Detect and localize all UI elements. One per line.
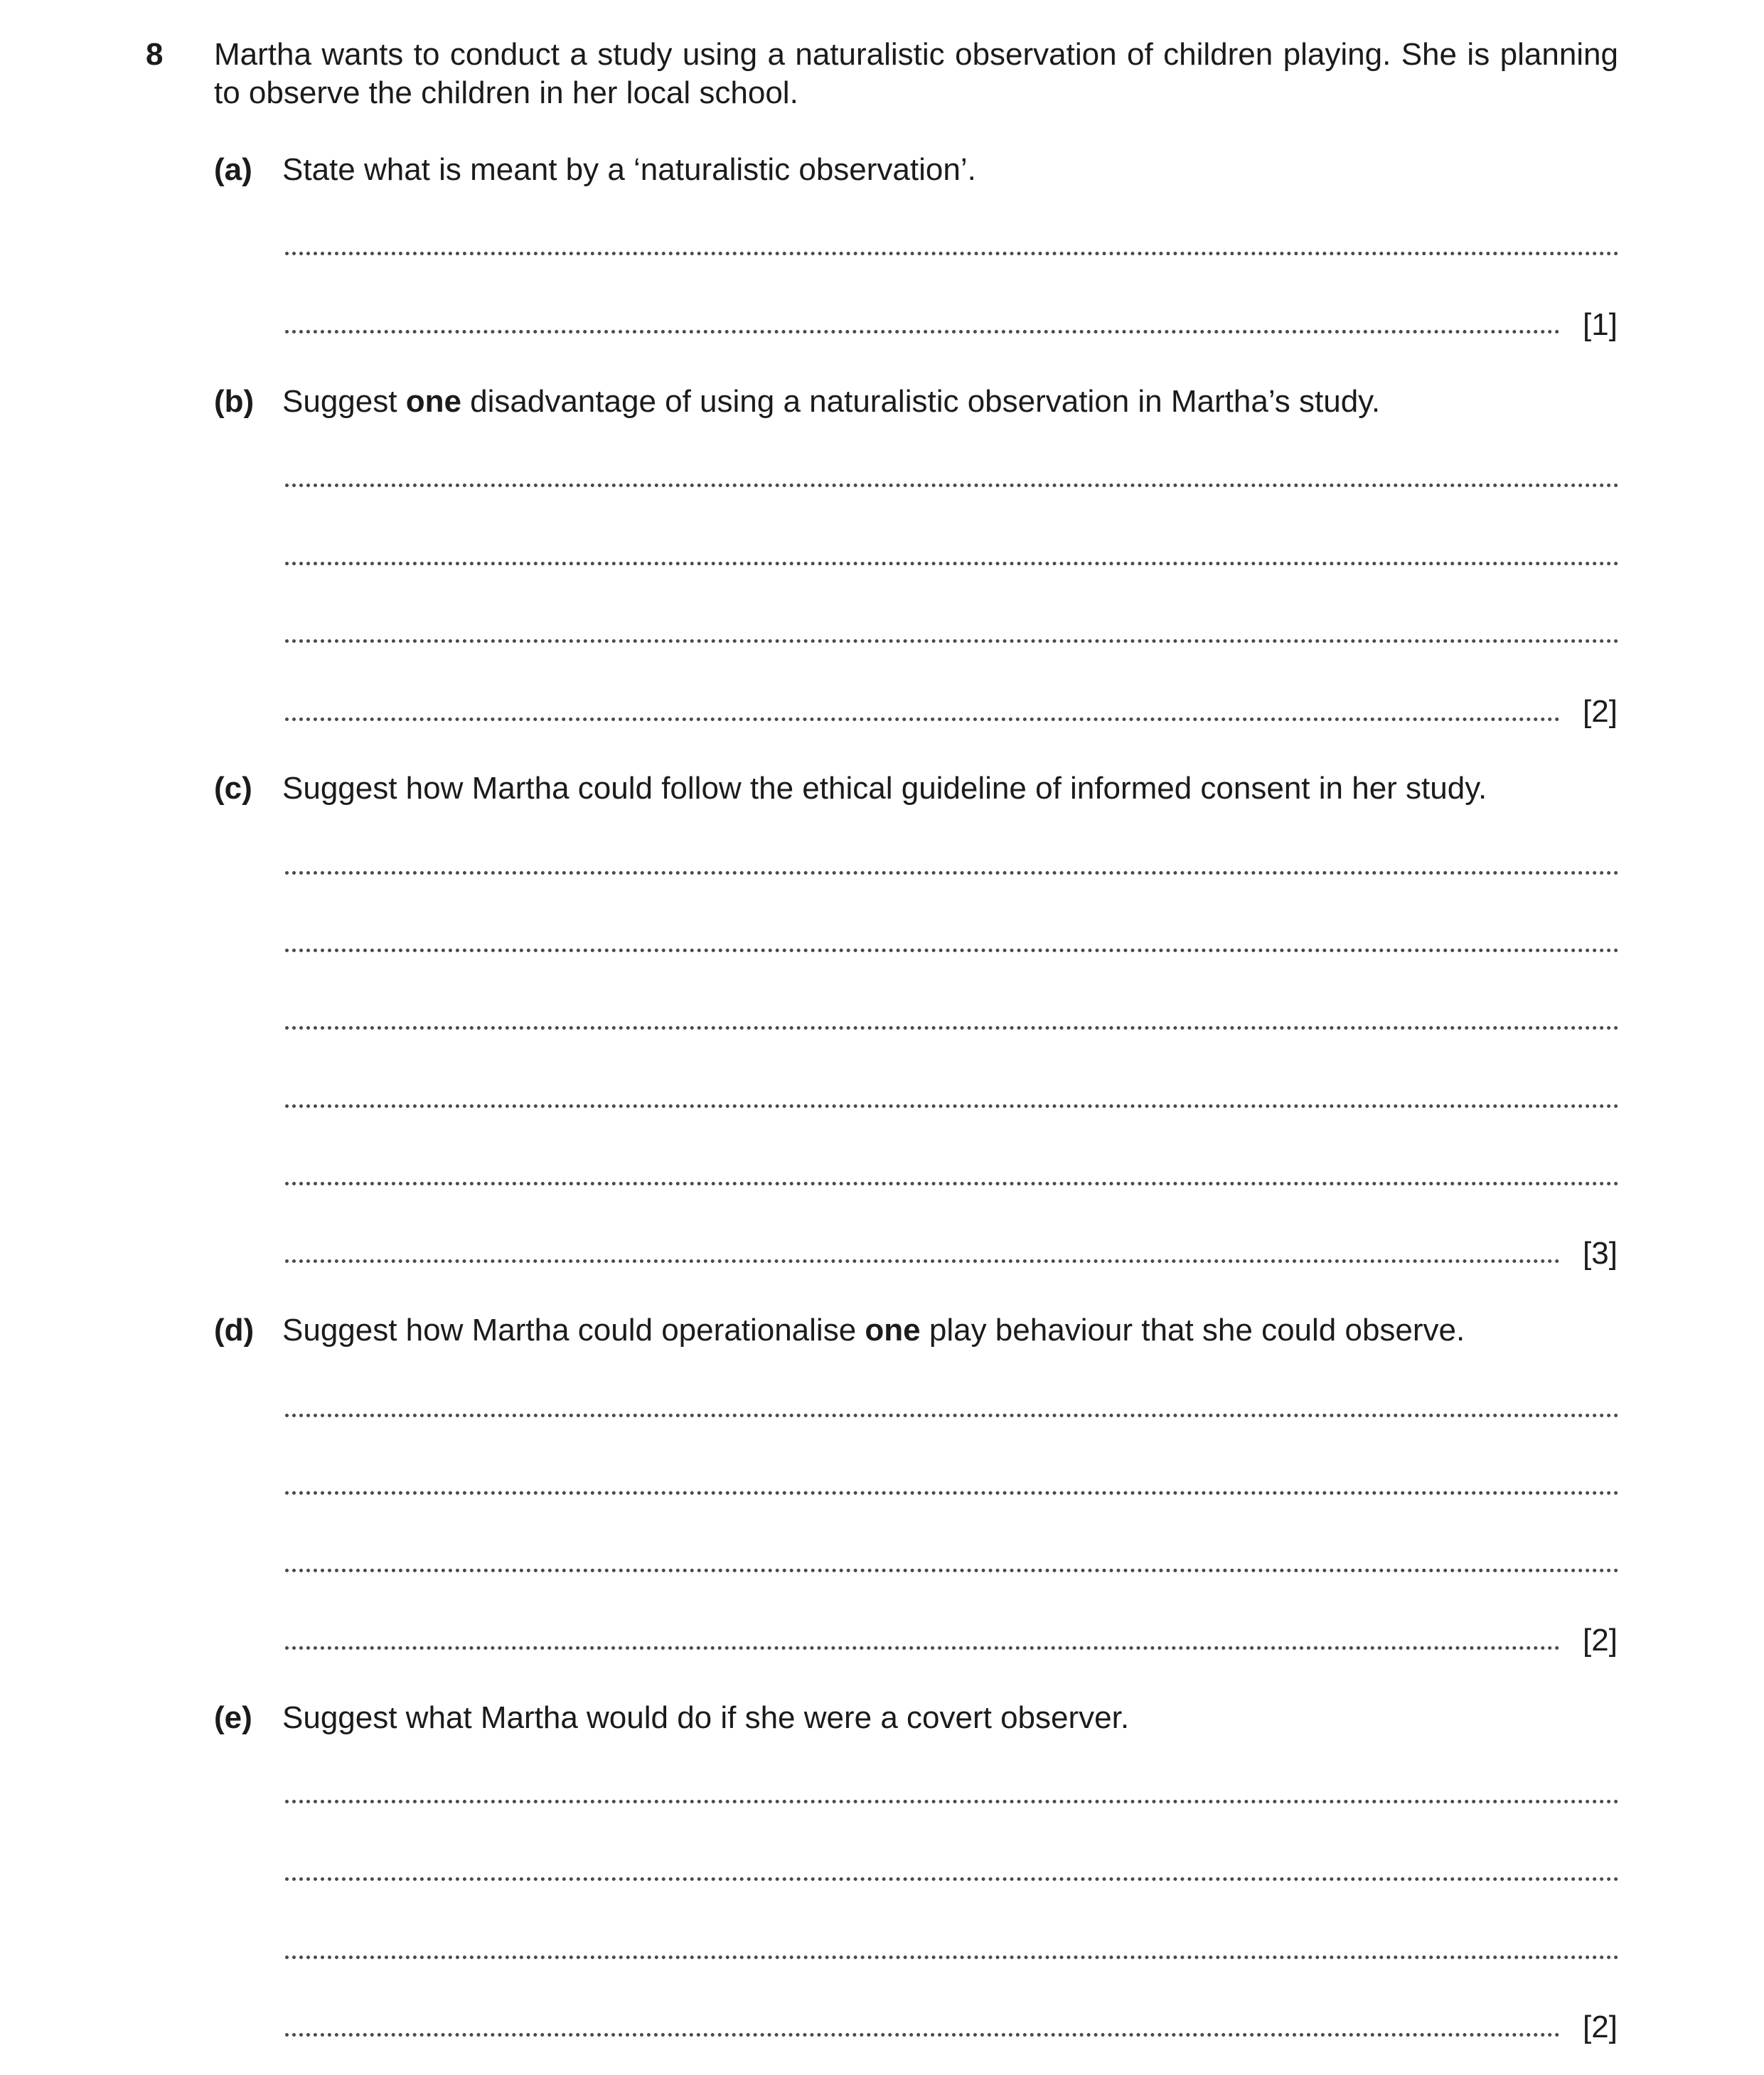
- part-b-marks: [2]: [1583, 694, 1618, 729]
- part-b-answer-line-4[interactable]: [285, 718, 1560, 721]
- part-a-marks: [1]: [1583, 307, 1618, 342]
- part-e-answer-line-4[interactable]: [285, 2033, 1560, 2037]
- part-e-answer-line-2[interactable]: [285, 1877, 1619, 1881]
- part-b-answer-line-2[interactable]: [285, 562, 1619, 565]
- part-d-answer-line-4[interactable]: [285, 1646, 1560, 1650]
- part-c-answer-line-5[interactable]: [285, 1182, 1619, 1185]
- part-d-answer-line-3[interactable]: [285, 1569, 1619, 1572]
- part-e-question: Suggest what Martha would do if she were a covert observer.: [282, 1700, 1130, 1735]
- part-a-label: (a): [214, 152, 252, 187]
- part-d-question: Suggest how Martha could operationalise one play behaviour that she could observe.: [282, 1313, 1465, 1348]
- question-number: 8: [146, 37, 164, 72]
- part-e-marks: [2]: [1583, 2010, 1618, 2044]
- question-intro: Martha wants to conduct a study using a naturalistic observation of children playing. She is planning to observe the children in her local school.: [214, 37, 1618, 110]
- part-c-answer-line-4[interactable]: [285, 1104, 1619, 1108]
- part-d-label: (d): [214, 1313, 255, 1348]
- part-d-answer-line-1[interactable]: [285, 1414, 1619, 1417]
- part-c-answer-line-2[interactable]: [285, 949, 1619, 952]
- part-e-answer-line-3[interactable]: [285, 1956, 1619, 1959]
- part-d-marks: [2]: [1583, 1623, 1618, 1658]
- part-c-label: (c): [214, 771, 252, 806]
- part-a-answer-line-1[interactable]: [285, 252, 1619, 255]
- part-c-answer-line-1[interactable]: [285, 871, 1619, 875]
- part-e-label: (e): [214, 1700, 252, 1735]
- part-d-answer-line-2[interactable]: [285, 1491, 1619, 1495]
- part-a-answer-line-2[interactable]: [285, 330, 1560, 334]
- part-b-label: (b): [214, 384, 255, 419]
- part-c-answer-line-3[interactable]: [285, 1026, 1619, 1030]
- part-c-question: Suggest how Martha could follow the ethical guideline of informed consent in her study.: [282, 771, 1487, 806]
- part-b-question: Suggest one disadvantage of using a naturalistic observation in Martha’s study.: [282, 384, 1381, 419]
- part-e-answer-line-1[interactable]: [285, 1800, 1619, 1803]
- part-c-marks: [3]: [1583, 1236, 1618, 1271]
- part-a-question: State what is meant by a ‘naturalistic observation’.: [282, 152, 976, 187]
- part-b-answer-line-1[interactable]: [285, 484, 1619, 487]
- part-c-answer-line-6[interactable]: [285, 1259, 1560, 1263]
- part-b-answer-line-3[interactable]: [285, 639, 1619, 643]
